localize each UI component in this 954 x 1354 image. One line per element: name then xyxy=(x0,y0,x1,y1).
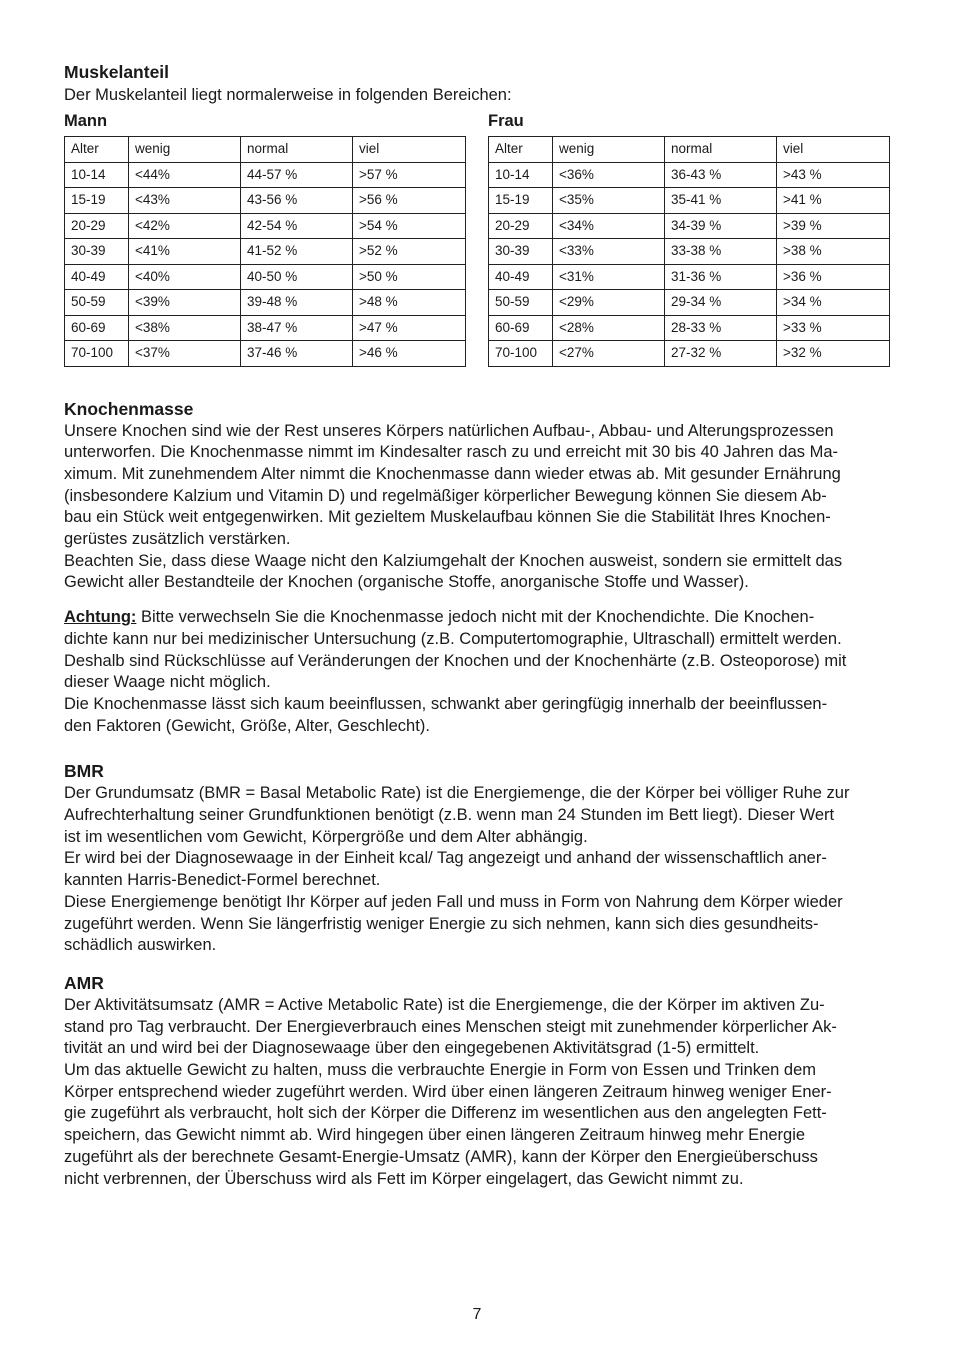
table-cell: >34 % xyxy=(777,290,890,316)
text-line: Aufrechterhaltung seiner Grundfunktionen benötigt (z.B. wenn man 24 Stunden im Bett liegt). Dieser Wert xyxy=(64,806,835,825)
table-row xyxy=(489,239,890,265)
text-line: unterworfen. Die Knochenmasse nimmt im Kindesalter rasch zu und erreicht mit 30 bis 40 Jahren das Ma- xyxy=(64,443,839,462)
table-cell: <38% xyxy=(129,315,241,341)
table-cell: >38 % xyxy=(777,239,890,265)
table-row xyxy=(489,264,890,290)
table-cell: 34-39 % xyxy=(665,213,777,239)
table-row xyxy=(65,213,466,239)
table-cell: 50-59 xyxy=(65,290,129,316)
text-line: speichern, das Gewicht nimmt ab. Wird hingegen über einen längeren Zeitraum hinweg mehr Energie xyxy=(64,1126,806,1145)
table-cell: >46 % xyxy=(353,341,466,367)
table-cell: 35-41 % xyxy=(665,188,777,214)
table-cell: <29% xyxy=(553,290,665,316)
table-cell: 40-49 xyxy=(489,264,553,290)
text-line: Unsere Knochen sind wie der Rest unseres Körpers natürlichen Aufbau-, Abbau- und Alterungsprozessen xyxy=(64,421,834,440)
table-cell: 39-48 % xyxy=(241,290,353,316)
text-line: Er wird bei der Diagnosewaage in der Einheit kcal/ Tag angezeigt und anhand der wissenschaftlich aner- xyxy=(64,849,827,868)
table-row xyxy=(65,188,466,214)
text-line: Körper entsprechend wieder zugeführt werden. Wird über einen längeren Zeitraum hinweg weniger Ener- xyxy=(64,1082,832,1101)
table-cell: 30-39 xyxy=(65,239,129,265)
table-cell: >48 % xyxy=(353,290,466,316)
table-row xyxy=(489,341,890,367)
text-line: tivität an und wird bei der Diagnosewaage über den eingegebenen Aktivitätsgrad (1-5) ermittelt. xyxy=(64,1039,760,1058)
warning-label: Achtung: xyxy=(64,608,137,627)
table-row xyxy=(65,239,466,265)
section-amr xyxy=(64,971,890,1190)
table-cell: 37-46 % xyxy=(241,341,353,367)
table-cell: <33% xyxy=(553,239,665,265)
table-cell: 28-33 % xyxy=(665,315,777,341)
text-line: Der Grundumsatz (BMR = Basal Metabolic Rate) ist die Energiemenge, die der Körper bei völliger Ruhe zur xyxy=(64,784,850,803)
table-cell: <43% xyxy=(129,188,241,214)
text-line: zugeführt werden. Wenn Sie längerfristig weniger Energie zu sich nehmen, kann sich dies gesundheits- xyxy=(64,914,819,933)
table-cell: >43 % xyxy=(777,162,890,188)
warning-first-line: Bitte verwechseln Sie die Knochenmasse jedoch nicht mit der Knochendichte. Die Knochen- xyxy=(136,608,815,627)
text-line: bau ein Stück weit entgegenwirken. Mit gezieltem Muskelaufbau können Sie die Stabilität Ihres Knochen- xyxy=(64,508,831,527)
table-cell: >54 % xyxy=(353,213,466,239)
text-line: ist im wesentlichen vom Gewicht, Körpergröße und dem Alter abhängig. xyxy=(64,827,588,846)
amr-paragraph xyxy=(64,995,890,1190)
table-cell: <44% xyxy=(129,162,241,188)
text-line: Der Aktivitätsumsatz (AMR = Active Metabolic Rate) ist die Energiemenge, die der Körper im aktiven Zu- xyxy=(64,995,825,1014)
text-line: gie zugeführt als verbraucht, holt sich der Körper die Differenz im wesentlichen aus den angelegten Fett- xyxy=(64,1104,827,1123)
section-heading-amr: AMR xyxy=(64,972,104,993)
table-mann xyxy=(64,136,466,367)
table-header-cell: Alter xyxy=(65,137,129,163)
table-cell: >32 % xyxy=(777,341,890,367)
table-cell: 15-19 xyxy=(65,188,129,214)
text-line: dieser Waage nicht möglich. xyxy=(64,673,271,692)
table-cell: 40-50 % xyxy=(241,264,353,290)
table-cell: 30-39 xyxy=(489,239,553,265)
table-cell: >50 % xyxy=(353,264,466,290)
table-row xyxy=(65,162,466,188)
text-line: nicht verbrennen, der Überschuss wird als Fett im Körper eingelagert, das Gewicht nimmt zu. xyxy=(64,1169,744,1188)
table-cell: 31-36 % xyxy=(665,264,777,290)
table-cell: 15-19 xyxy=(489,188,553,214)
table-cell: <27% xyxy=(553,341,665,367)
table-row xyxy=(65,290,466,316)
table-cell: <28% xyxy=(553,315,665,341)
table-title-mann: Mann xyxy=(64,112,108,130)
table-cell: >33 % xyxy=(777,315,890,341)
text-line: Deshalb sind Rückschlüsse auf Veränderungen der Knochen und der Knochenhärte (z.B. Osteoporose) mit xyxy=(64,651,847,670)
table-row xyxy=(489,213,890,239)
knochen-paragraph-2 xyxy=(64,630,846,735)
table-header-row xyxy=(489,137,890,163)
table-header-cell: normal xyxy=(241,137,353,163)
table-header-row xyxy=(65,137,466,163)
table-cell: >41 % xyxy=(777,188,890,214)
table-cell: <37% xyxy=(129,341,241,367)
text-line: ximum. Mit zunehmendem Alter nimmt die Knochenmasse dann wieder etwas ab. Mit gesunder Ernährung xyxy=(64,464,841,483)
table-cell: <35% xyxy=(553,188,665,214)
knochen-paragraph-1 xyxy=(64,421,890,595)
section-knochenmasse xyxy=(64,397,890,738)
table-header-cell: viel xyxy=(777,137,890,163)
table-cell: 29-34 % xyxy=(665,290,777,316)
section-heading-muskelanteil: Muskelanteil xyxy=(64,62,170,82)
table-cell: 60-69 xyxy=(489,315,553,341)
text-line: zugeführt als der berechnete Gesamt-Energie-Umsatz (AMR), kann der Körper den Energieüberschuss xyxy=(64,1147,818,1166)
table-cell: 36-43 % xyxy=(665,162,777,188)
table-frau xyxy=(488,136,890,367)
table-cell: 20-29 xyxy=(489,213,553,239)
table-cell: 42-54 % xyxy=(241,213,353,239)
table-row xyxy=(65,264,466,290)
text-line: dichte kann nur bei medizinischer Untersuchung (z.B. Computertomographie, Ultraschall) ermittelt werden. xyxy=(64,629,842,648)
table-header-cell: Alter xyxy=(489,137,553,163)
table-cell: >57 % xyxy=(353,162,466,188)
section-bmr xyxy=(64,759,890,957)
text-line: gerüstes zusätzlich verstärken. xyxy=(64,530,291,549)
text-line: schädlich auswirken. xyxy=(64,936,217,955)
table-cell: <31% xyxy=(553,264,665,290)
table-cell: 44-57 % xyxy=(241,162,353,188)
table-cell: <40% xyxy=(129,264,241,290)
table-cell: 50-59 xyxy=(489,290,553,316)
text-line: Diese Energiemenge benötigt Ihr Körper auf jeden Fall und muss in Form von Nahrung dem Körper wieder xyxy=(64,892,843,911)
table-cell: >39 % xyxy=(777,213,890,239)
table-cell: 60-69 xyxy=(65,315,129,341)
table-cell: 33-38 % xyxy=(665,239,777,265)
text-line: den Faktoren (Gewicht, Größe, Alter, Geschlecht). xyxy=(64,716,430,735)
table-cell: <34% xyxy=(553,213,665,239)
table-cell: 20-29 xyxy=(65,213,129,239)
table-cell: <39% xyxy=(129,290,241,316)
bmr-paragraph xyxy=(64,783,890,957)
table-header-cell: wenig xyxy=(129,137,241,163)
table-cell: 70-100 xyxy=(489,341,553,367)
table-cell: >56 % xyxy=(353,188,466,214)
table-row xyxy=(489,188,890,214)
section-heading-knochenmasse: Knochenmasse xyxy=(64,398,194,419)
table-header-cell: viel xyxy=(353,137,466,163)
table-cell: <36% xyxy=(553,162,665,188)
table-cell: 43-56 % xyxy=(241,188,353,214)
table-cell: >47 % xyxy=(353,315,466,341)
table-row xyxy=(489,162,890,188)
knochen-warning-paragraph xyxy=(64,607,890,737)
text-line: stand pro Tag verbraucht. Der Energieverbrauch eines Menschen steigt mit zunehmender körperlicher Ak- xyxy=(64,1017,837,1036)
table-cell: 38-47 % xyxy=(241,315,353,341)
text-line: Die Knochenmasse lässt sich kaum beeinflussen, schwankt aber geringfügig innerhalb der beeinflussen- xyxy=(64,694,828,713)
text-line: kannten Harris-Benedict-Formel berechnet. xyxy=(64,871,381,890)
text-line: Beachten Sie, dass diese Waage nicht den Kalziumgehalt der Knochen ausweist, sondern sie ermittelt das xyxy=(64,551,843,570)
table-title-frau: Frau xyxy=(488,112,524,130)
page-content xyxy=(64,60,890,1190)
table-cell: 41-52 % xyxy=(241,239,353,265)
table-cell: >52 % xyxy=(353,239,466,265)
text-line: (insbesondere Kalzium und Vitamin D) und regelmäßiger körperlicher Bewegung können Sie diesem Ab- xyxy=(64,486,827,505)
text-line: Um das aktuelle Gewicht zu halten, muss die verbrauchte Energie in Form von Essen und Trinken dem xyxy=(64,1061,817,1080)
muskel-intro: Der Muskelanteil liegt normalerweise in folgenden Bereichen: xyxy=(64,86,512,104)
table-cell: 10-14 xyxy=(65,162,129,188)
table-cell: <42% xyxy=(129,213,241,239)
table-cell: 10-14 xyxy=(489,162,553,188)
muskel-tables xyxy=(64,110,890,367)
table-cell: 40-49 xyxy=(65,264,129,290)
table-row xyxy=(65,315,466,341)
page-number: 7 xyxy=(472,1306,482,1323)
table-cell: 27-32 % xyxy=(665,341,777,367)
table-cell: >36 % xyxy=(777,264,890,290)
table-mann-wrapper xyxy=(64,110,466,367)
text-line: Gewicht aller Bestandteile der Knochen (organische Stoffe, anorganische Stoffe und Wasser). xyxy=(64,573,749,592)
table-header-cell: wenig xyxy=(553,137,665,163)
table-header-cell: normal xyxy=(665,137,777,163)
table-row xyxy=(489,290,890,316)
table-row xyxy=(65,341,466,367)
table-frau-wrapper xyxy=(488,110,890,367)
table-cell: 70-100 xyxy=(65,341,129,367)
table-row xyxy=(489,315,890,341)
table-cell: <41% xyxy=(129,239,241,265)
section-heading-bmr: BMR xyxy=(64,761,104,782)
